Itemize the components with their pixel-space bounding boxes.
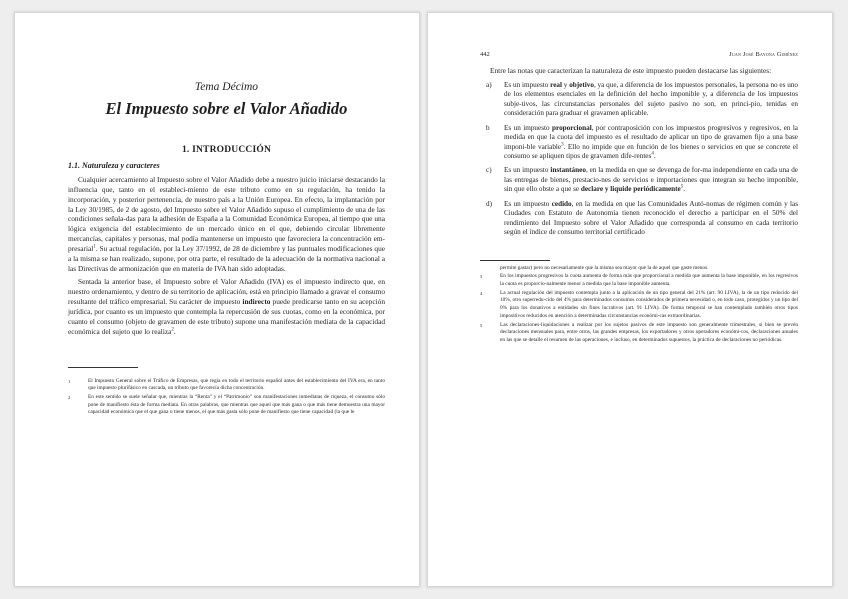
right-page-content [480,13,798,346]
text-span: Es un impuesto [504,80,551,89]
body-paragraph-2 [68,277,385,336]
subsection-heading: 1.1. Naturaleza y caracteres [68,161,160,170]
text-span: . [683,185,686,194]
feature-item [486,166,798,194]
footnote-number: 1 [68,378,71,384]
footnotes [480,273,798,344]
text-span: , por contraposición con los impuestos progresivos y regresivos, en la medida en que la cuota del impuesto es el resultado de aplicar un tipo de gravamen fijo a una base imponi-ble variable [504,123,799,151]
footnote-ref[interactable]: 4 [651,151,654,157]
right-page [427,12,833,587]
feature-item [486,200,798,238]
bold-term: cedido [551,199,572,208]
bold-term: declare y liquide periódicamente [580,185,681,194]
bold-term: objetivo [569,80,594,89]
text-span: Es un impuesto [504,123,553,132]
footnote [480,290,798,321]
feature-list [480,81,798,238]
footnote-text: En los impuestos progresivos la cuota aumenta de forma más que proporcional a medida que aumenta la base imponible, en los regresivos la cuota es proporcio-nalmente menor a medida que la base imponible aumenta. [500,273,798,288]
text-span: Sentada la anterior base, el Impuesto sobre el Valor Añadido (IVA) es el impuesto indirecto que, en nuestro ordenamiento, y dentro de su territorio de aplicación, está en principio llamado a gravar el consumo resultante del tráfico empresarial. Su carácter de impuesto [68,277,385,307]
footnote [480,273,798,288]
footnote-ref[interactable]: 1 [93,244,96,250]
text-span: y [561,80,570,89]
bold-term: indirecto [242,297,271,307]
footnote-ref[interactable]: 2 [171,327,174,333]
running-header [480,51,798,61]
text-span: , en la medida en que las Comunidades Autó-nomas de régimen común y las Ciudades con Estatuto de Autonomía tienen reconocido el derecho a participar en el 50% del rendimiento del Impuesto sobre el Valor Añadido que corresponda al consumo en cada territorio según el índice de consumo territorial certificado [504,199,798,237]
feature-label: b [486,123,490,132]
text-span: . Ello no impide que en función de los bienes o servicios en que se concrete el consumo se apliquen tipos de gravamen dife-rentes [504,142,798,161]
footnote [68,394,385,417]
left-page-content [68,13,385,418]
text-span: , ya que, a diferencia de los impuestos personales, la persona no es uno de los elementos esenciales en la definición del hecho imponible y, a diferencia de los impuestos subje-tivos, las circunstancias personales del sujeto pasivo no son, en princi-pio, tenidas en consideración para graduar el gravamen aplicable. [504,80,799,118]
text-span: puede predicarse tanto en su acepción jurídica, por cuanto es un impuesto que contempla la repercusión de sus cuotas, como en la económica, por cuanto el consumo (objeto de gravamen de este tributo) supone una manifestación mediata de la capacidad económica del sujeto que lo realiza [68,297,385,336]
footnote-divider [480,260,550,261]
footnote-ref[interactable]: 3 [561,142,564,148]
footnote-text: El Impuesto General sobre el Tráfico de Empresas, que regía en todo el territorio español antes del establecimiento del IVA era, en tanto que impuesto plurifásico en cascada, un tributo que favorecía dicha concentración. [88,377,385,392]
text-span: . [173,326,176,336]
footnote-number: 2 [68,394,71,400]
body-paragraph-1 [68,175,385,273]
footnote-number: 4 [480,290,483,296]
footnotes [68,378,385,418]
feature-label: d) [486,199,492,208]
text-span: Cualquier acercamiento al Impuesto sobre el Valor Añadido debe a nuestro juicio iniciarse destacando la influencia que, tanto en el estableci-miento de este tributo como en su regulación, ha tenido la incorporación, y posterior pertenencia, de nuestro país a la Unión Europea. En efecto, la implantación por la Ley 30/1985, de 2 de agosto, del Impuesto sobre el Valor Añadido supuso el cumplimiento de una de las condiciones señala-das para la adhesión de España a la Comunidad Económica Europea, al tiempo que una lógica exigencia del establecimiento de un mercado único en el que, debiendo circular libremente mercancías, capitales y personas, mal podía mantenerse un impuesto que favoreciera la concentración em-presarial [68,175,385,253]
intro-paragraph: Entre las notas que caracterizan la naturaleza de este impuesto pueden destacarse las siguientes: [490,66,772,75]
footnote [480,322,798,345]
bold-term: instantáneo [550,166,586,175]
text-span: . [653,152,656,161]
footnote-number: 3 [480,274,483,280]
text-span: . Su actual regulación, por la Ley 37/1992, de 28 de diciembre y las puntuales modificaciones que a la misma se han realizado, supone, por otra parte, el resultado de la adecuación de la normativa nacional a las Directivas de armonización que en materia de IVA han sido adoptadas. [68,243,385,273]
text-span: Es un impuesto [504,199,552,208]
header-author: Juan José Bayona Giménez [729,51,798,58]
left-page [14,12,420,587]
footnote-number: 5 [480,322,483,328]
page-number: 442 [480,51,490,58]
text-span: , en la medida en que se devenga de for-ma independiente en cada una de las entregas de bienes, prestacio-nes de servicios e importaciones que integran su hecho imponible, sin que ello obste a que se [504,166,798,194]
footnote-ref[interactable]: 5 [680,184,684,190]
feature-item [486,124,798,162]
chapter-title: El Impuesto sobre el Valor Añadido [105,99,348,118]
footnote-text: En este sentido se suele señalar que, mientras la “Renta” y el “Patrimonio” son manifestaciones inmediatas de riqueza, el consumo sólo pone de manifiesto ésta de forma mediata. En otras palabras, que mientras que aquel que más gana o que más tiene demuestra una mayor capacidad económica que el que gana o tiene menos, el que más gasta sólo pone de manifiesto que tiene capacidad (la que le [88,393,385,416]
bold-term: proporcional [552,123,592,132]
chapter-subtitle: Tema Décimo [194,81,259,93]
feature-label: a) [486,80,492,89]
text-span: Es un impuesto [504,166,551,175]
footnote [68,378,385,393]
feature-label: c) [486,166,492,175]
footnote-divider [68,367,138,368]
footnote-text: Las declaraciones-liquidaciones a realizar por los sujetos pasivos de este impuesto son generalmente trimestrales, si bien se prevén declaraciones mensuales para, entre otros, las grandes empresas, los exportadores y otros operadores económi-cos, declaraciones anuales en las que se detalle el resumen de las operaciones, e incluso, en determinados supuestos, la práctica de declaraciones no periódicas. [500,321,798,343]
section-heading: 1. INTRODUCCIÓN [181,145,272,155]
footnote-text: La actual regulación del impuesto contempla junto a la aplicación de un tipo general del 21% (art. 90 LIVA), la de un tipo reducido del 10%, otro superredu-cido del 4% para determinados consumos considerados de primera necesidad o, en todo caso, protegidos y un tipo del 0% para los donativos a entidades sin fines lucrativos (art. 91 LIVA). De forma temporal se han contemplado también otros tipos impositivos reducidos en atención a determinadas circunstancias económi-cas extraordinarias. [500,289,798,319]
footnote-continuation: permite gastar) pero no necesariamente que la misma sea mayor que la de aquel que gaste menos. [500,264,709,271]
feature-item [486,81,798,119]
bold-term: real [550,80,562,89]
